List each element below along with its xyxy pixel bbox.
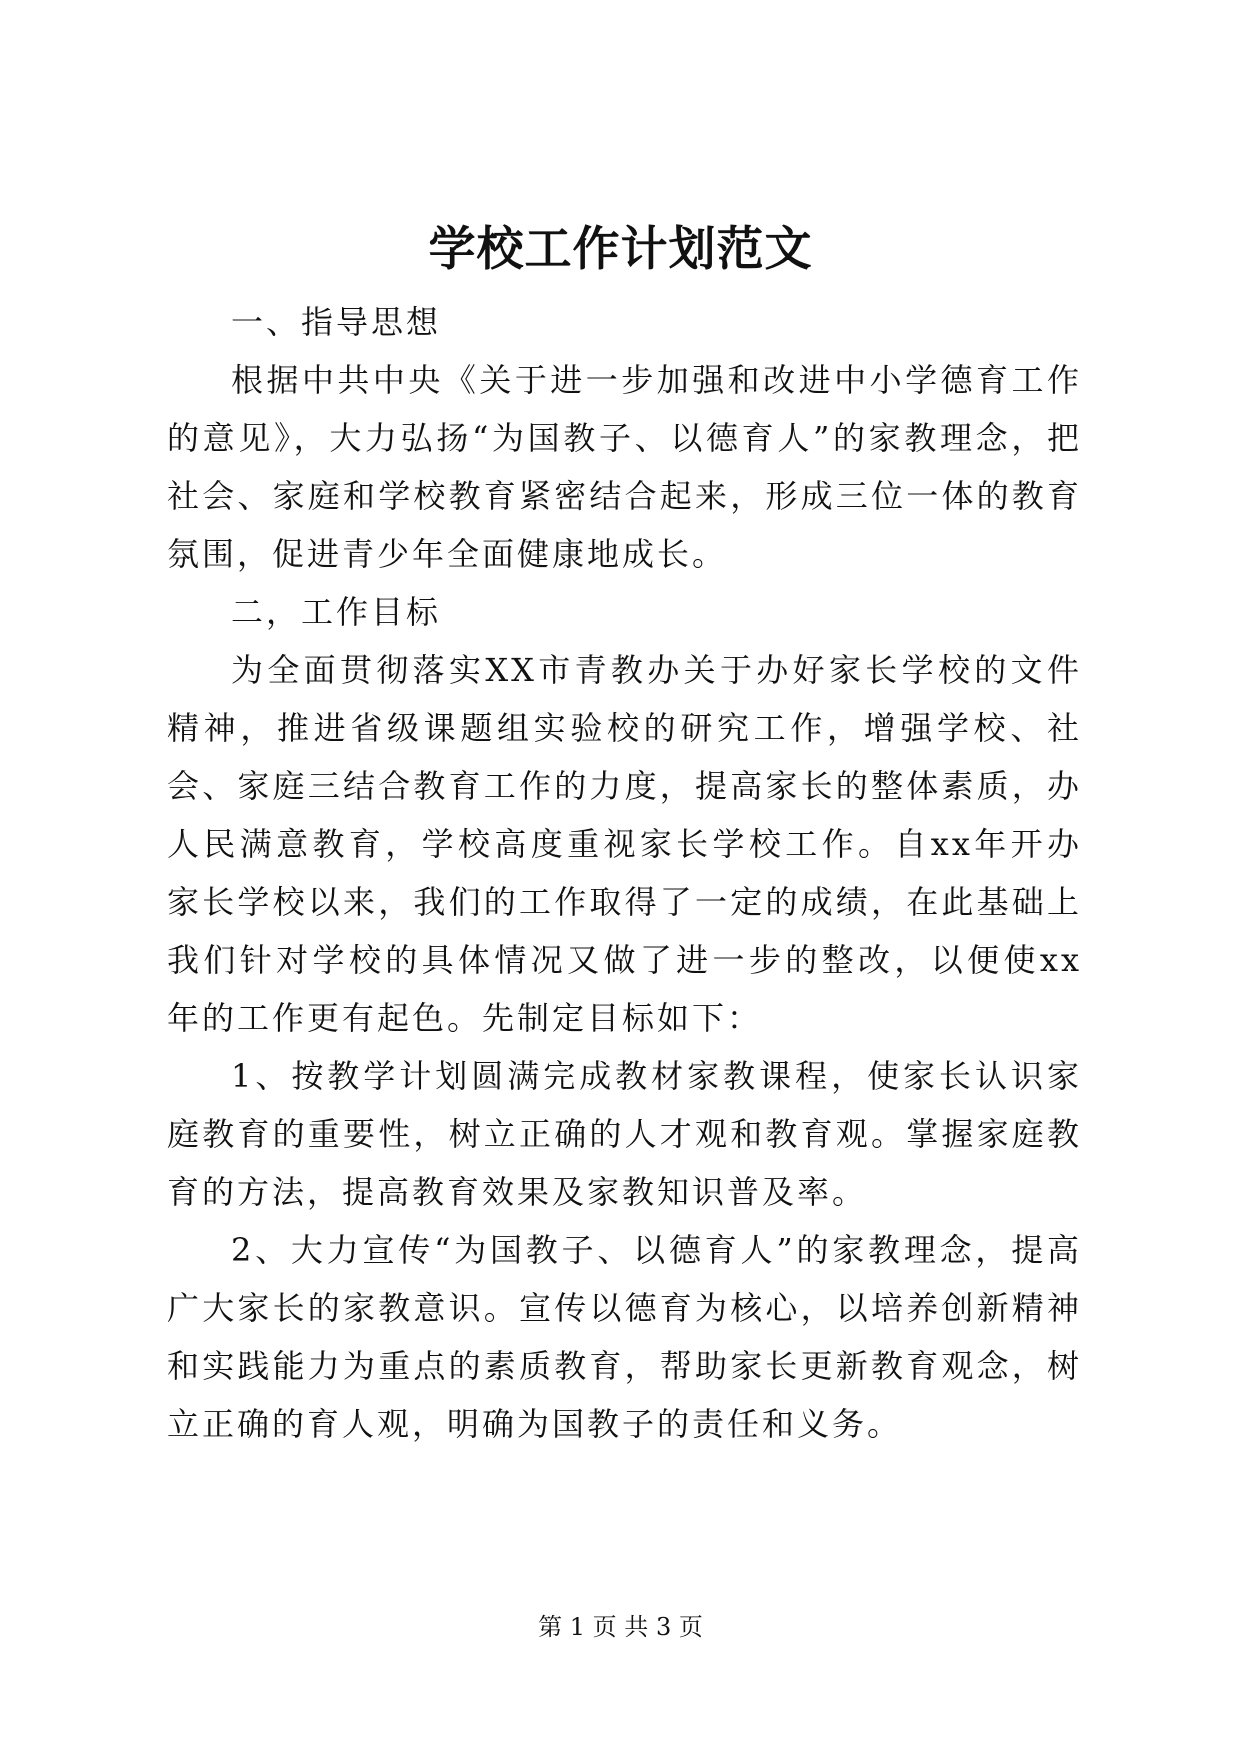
section-heading-work-goals: 二，工作目标: [231, 593, 442, 631]
document-body: [167, 293, 1082, 1453]
document-title: 学校工作计划范文: [428, 222, 813, 277]
goal-item-2: 2、大力宣传“为国教子、以德育人”的家教理念，提高广大家长的家教意识。宣传以德育为核心，以培养创新精神和实践能力为重点的素质教育，帮助家长更新教育观念，树立正确的育人观，明确为国教子的责任和义务。: [167, 1231, 1082, 1443]
section-heading-guiding-ideology: 一、指导思想: [231, 303, 442, 341]
paragraph-guiding-ideology: 根据中共中央《关于进一步加强和改进中小学德育工作的意见》，大力弘扬“为国教子、以德育人”的家教理念，把社会、家庭和学校教育紧密结合起来，形成三位一体的教育氛围，促进青少年全面健康地成长。: [167, 361, 1082, 573]
paragraph-work-goals: 为全面贯彻落实XX市青教办关于办好家长学校的文件精神，推进省级课题组实验校的研究工作，增强学校、社会、家庭三结合教育工作的力度，提高家长的整体素质，办人民满意教育，学校高度重视家长学校工作。自xx年开办家长学校以来，我们的工作取得了一定的成绩，在此基础上我们针对学校的具体情况又做了进一步的整改，以便使xx年的工作更有起色。先制定目标如下：: [167, 651, 1082, 1037]
page-number-footer: 第 1 页 共 3 页: [538, 1613, 703, 1641]
goal-item-1: 1、按教学计划圆满完成教材家教课程，使家长认识家庭教育的重要性，树立正确的人才观和教育观。掌握家庭教育的方法，提高教育效果及家教知识普及率。: [167, 1057, 1082, 1211]
